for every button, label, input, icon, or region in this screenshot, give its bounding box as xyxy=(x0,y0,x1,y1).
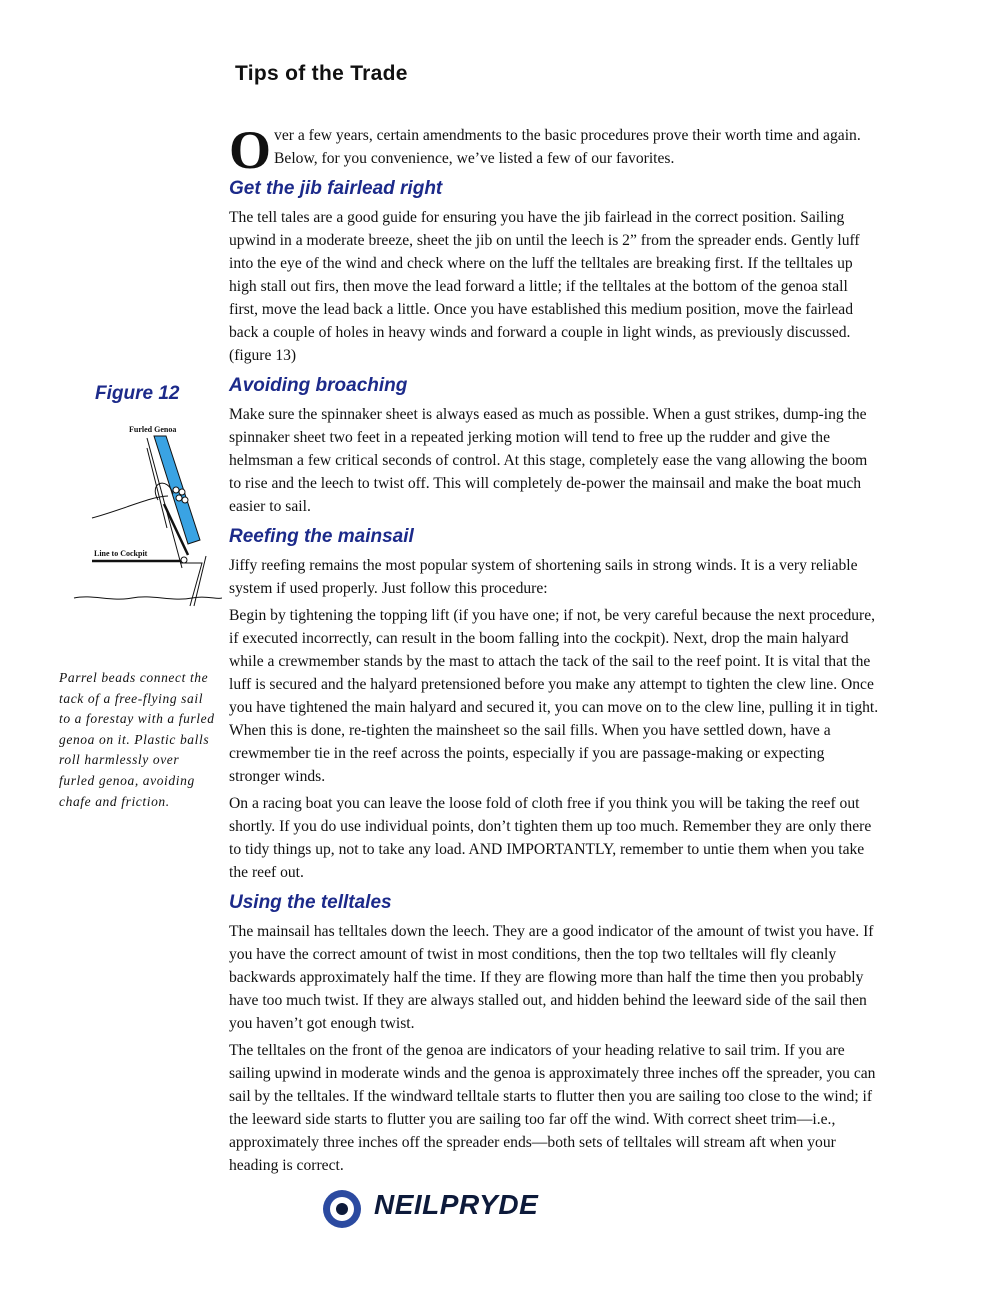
sail-foot xyxy=(92,496,168,518)
intro-text: ver a few years, certain amendments to the basic procedures prove their worth time and again. Below, for you convenience, we’ve listed a few of our favorites. xyxy=(274,127,861,167)
section-paragraph: Make sure the spinnaker sheet is always eased as much as possible. When a gust strikes, dump-ing the spinnaker sheet two feet in a repeated jerking motion will tend to free up the rudder and give the helmsman a few critical seconds of control. At this stage, completely ease the vang allowing the boom to rise and the leech to twist off. This will completely de-power the mainsail and make the boat much easier to sail. xyxy=(229,406,868,515)
section-paragraph: The tell tales are a good guide for ensuring you have the jib fairlead in the correct position. Sailing upwind in a moderate breeze, sheet the jib on until the leech is 2” from the spreader ends. Gently luff into the eye of the wind and check where on the luff the telltales are breaking first. If the telltales up high stall out firs, then move the lead forward a little; if the telltales at the bottom of the genoa stall first, move the lead back a little. Once you have established this medium position, move the fairlead back a couple of holes in heavy winds and forward a couple in light winds, as previously discussed. (figure 13) xyxy=(229,209,860,364)
figure-12-illustration xyxy=(72,418,222,608)
parrel-bead xyxy=(182,497,188,503)
logo-ring-icon xyxy=(320,1185,370,1233)
section-paragraph: Jiffy reefing remains the most popular system of shortening sails in strong winds. It is a very reliable system if used properly. Just follow this procedure: xyxy=(229,557,858,597)
section-heading-telltales: Using the telltales xyxy=(229,892,392,913)
page-title: Tips of the Trade xyxy=(235,62,408,85)
section-heading-jib-fairlead: Get the jib fairlead right xyxy=(229,178,443,199)
parrel-bead xyxy=(176,495,182,501)
logo-ring-center xyxy=(336,1203,348,1215)
section-paragraph: The mainsail has telltales down the leech. They are a good indicator of the amount of twist you have. If you have the correct amount of twist in most conditions, then the top two telltales will fly cleanly backwards approximately half the time. If they are flowing more than half the time then you probably have too much twist. If they are always stalled out, and hidden behind the leeward side of the sail then you haven’t got enough twist. xyxy=(229,923,874,1032)
section-heading-reefing: Reefing the mainsail xyxy=(229,526,414,547)
label-furled-genoa: Furled Genoa xyxy=(129,425,177,434)
figure-caption: Parrel beads connect the tack of a free-flying sail to a forestay with a furled genoa on it. Plastic balls roll harmlessly over furled genoa, avoiding chafe and friction. xyxy=(59,670,215,809)
figure-title: Figure 12 xyxy=(95,383,180,404)
neilpryde-logo xyxy=(320,1185,590,1233)
sailboat-diagram xyxy=(72,418,222,608)
section-paragraph: On a racing boat you can leave the loose fold of cloth free if you think you will be taking the reef out shortly. If you do use individual points, don’t tighten them up too much. Remember they are only there to tidy things up, not to take any load. AND IMPORTANTLY, remember to untie them when you take the reef out. xyxy=(229,795,872,881)
article-body xyxy=(229,120,879,1181)
parrel-bead xyxy=(179,489,185,495)
parrel-bead xyxy=(173,487,179,493)
section-paragraph: The telltales on the front of the genoa are indicators of your heading relative to sail trim. If you are sailing upwind in moderate winds and the genoa is approximately three inches off the spreader, you can sail by the telltales. If the windward telltale starts to flutter then you are sailing too close to the wind; if the leeward side starts to flutter you are sailing too far off the wind. With correct sheet trim—i.e., approximately three inches off the spreader ends—both sets of telltales will stream aft when your heading is correct. xyxy=(229,1042,876,1174)
section-paragraph: Begin by tightening the topping lift (if you have one; if not, be very careful because the next procedure, if executed incorrectly, can result in the boom falling into the cockpit). Next, drop the main halyard while a crewmember stands by the mast to attach the tack of the sail to the reef point. It is vital that the luff is secured and the halyard pretensioned before you make any attempt to tighten the clew line. Once you have tightened the main halyard and secured it, you can move on to the clew line, pulling it in tight. When this is done, re-tighten the mainsheet so the sail fills. When you have settled down, have a crewmember tie in the reef across the points, especially if you are passage-making or expecting stronger winds. xyxy=(229,607,879,785)
section-heading-broaching: Avoiding broaching xyxy=(229,375,408,396)
intro-paragraph xyxy=(229,120,879,180)
water-line xyxy=(74,597,222,599)
label-line-to-cockpit: Line to Cockpit xyxy=(94,549,148,558)
bow-fitting xyxy=(181,557,187,563)
drop-cap: O xyxy=(229,120,272,180)
logo-wordmark: NEILPRYDE xyxy=(374,1189,539,1220)
